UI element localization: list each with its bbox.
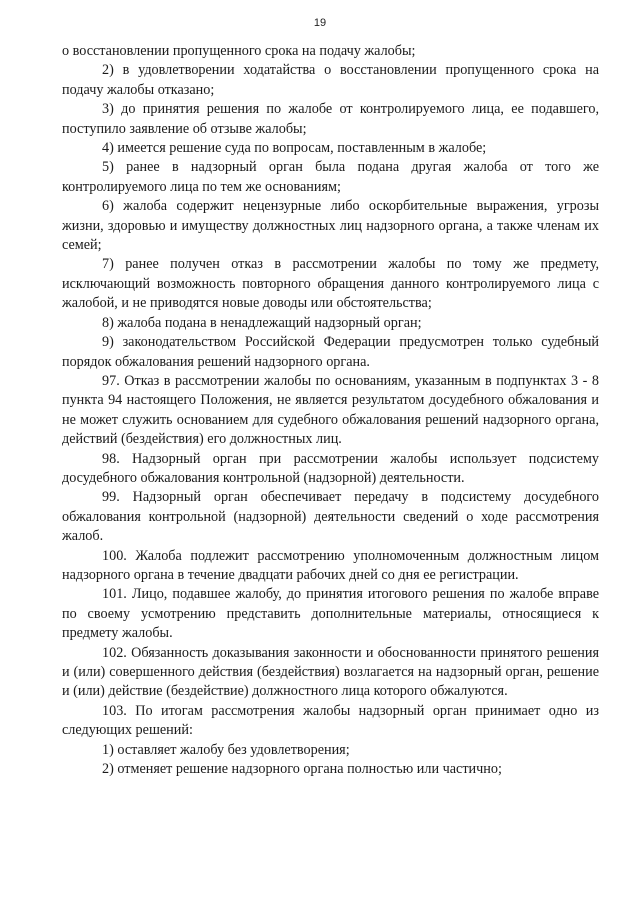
clause-103: 103. По итогам рассмотрения жалобы надзорный орган принимает одно из следующих решений: bbox=[62, 702, 599, 739]
clause-99: 99. Надзорный орган обеспечивает передачу в подсистему досудебного обжалования контрольной (надзорной) деятельности сведений о ходе рассмотрения жалоб. bbox=[62, 489, 599, 545]
list-item-3: 3) до принятия решения по жалобе от контролируемого лица, ее подавшего, поступило заявление об отзыве жалобы; bbox=[62, 101, 599, 137]
paragraph-continuation: о восстановлении пропущенного срока на подачу жалобы; bbox=[62, 43, 416, 59]
list-item-2: 2) в удовлетворении ходатайства о восстановлении пропущенного срока на подачу жалобы отказано; bbox=[62, 62, 599, 98]
clause-102: 102. Обязанность доказывания законности и обоснованности принятого решения и (или) совершенного действия (бездействия) возлагается на надзорный орган, решение и (или) действие (бездействие) должностного лица которого обжалуются. bbox=[62, 644, 599, 700]
clause-100: 100. Жалоба подлежит рассмотрению уполномоченным должностным лицом надзорного органа в течение двадцати рабочих дней со дня ее регистрации. bbox=[62, 547, 599, 583]
document-body bbox=[62, 42, 599, 779]
list-item-5: 5) ранее в надзорный орган была подана другая жалоба от того же контролируемого лица по тем же основаниям; bbox=[62, 159, 599, 195]
clause-98: 98. Надзорный орган при рассмотрении жалобы использует подсистему досудебного обжалования контрольной (надзорной) деятельности. bbox=[62, 450, 599, 486]
page-number: 19 bbox=[313, 17, 327, 29]
list-item-7: 7) ранее получен отказ в рассмотрении жалобы по тому же предмету, исключающий возможность повторного обращения данного контролируемого лица с жалобой, и не приводятся новые доводы или обстоятельства; bbox=[62, 256, 599, 312]
clause-101: 101. Лицо, подавшее жалобу, до принятия итогового решения по жалобе вправе по своему усмотрению представить дополнительные материалы, относящиеся к предмету жалобы. bbox=[62, 586, 599, 642]
list-item-4: 4) имеется решение суда по вопросам, поставленным в жалобе; bbox=[102, 140, 487, 157]
list-item-8: 8) жалоба подана в ненадлежащий надзорный орган; bbox=[102, 314, 422, 331]
clause-97: 97. Отказ в рассмотрении жалобы по основаниям, указанным в подпунктах 3 - 8 пункта 94 настоящего Положения, не является результатом досудебного обжалования и не может служить основанием для судебного обжалования решений надзорного органа, действий (бездействия) его должностных лиц. bbox=[62, 372, 599, 448]
decision-item-2: 2) отменяет решение надзорного органа полностью или частично; bbox=[102, 761, 502, 778]
list-item-6: 6) жалоба содержит нецензурные либо оскорбительные выражения, угрозы жизни, здоровью и имуществу должностных лиц надзорного органа, а также членам их семей; bbox=[62, 198, 599, 254]
decision-item-1: 1) оставляет жалобу без удовлетворения; bbox=[102, 741, 350, 758]
list-item-9: 9) законодательством Российской Федерации предусмотрен только судебный порядок обжалования решений надзорного органа. bbox=[62, 334, 599, 370]
